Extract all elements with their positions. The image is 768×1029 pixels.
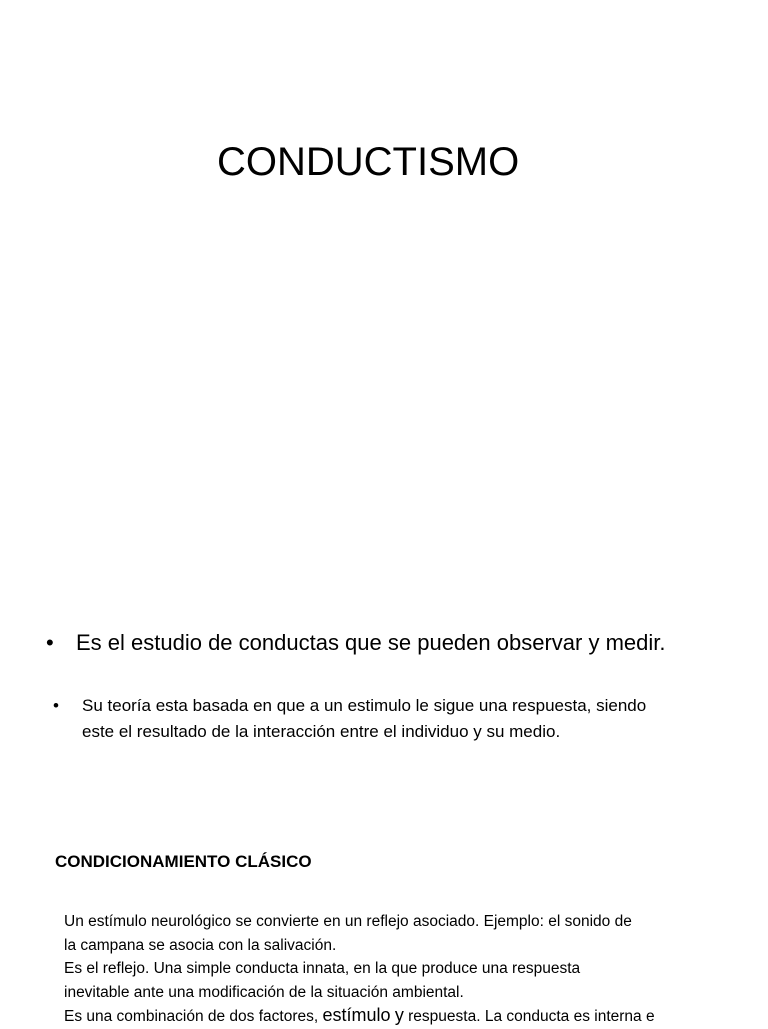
section-heading: CONDICIONAMIENTO CLÁSICO [55, 852, 312, 871]
bullet-item [53, 693, 693, 745]
bullet-icon: • [46, 630, 54, 655]
bullet-item [46, 628, 665, 658]
body-line: Un estímulo neurológico se convierte en un reflejo asociado. Ejemplo: el sonido de [64, 913, 632, 930]
bullet-text: Su teoría esta basada en que a un estimulo le sigue una respuesta, siendo este el resultado de la interacción entre el individuo y su medio. [82, 696, 647, 741]
body-line [64, 1004, 744, 1029]
body-line: la campana se asocia con la salivación. [64, 936, 337, 954]
body-line: Es el reflejo. Una simple conducta innata, en la que produce una respuesta [64, 960, 581, 977]
page-title: CONDUCTISMO [217, 140, 520, 184]
body-line: inevitable ante una modificación de la situación ambiental. [64, 983, 464, 1001]
body-line-start: Es una combinación de dos factores, [64, 1008, 323, 1025]
body-line-end: respuesta. La conducta es interna e [403, 1008, 655, 1025]
body-emphasis: estímulo [322, 1005, 391, 1025]
section-body [64, 910, 744, 1029]
bullet-text: Es el estudio de conductas que se pueden observar y medir. [76, 630, 666, 655]
body-emphasis: y [394, 1005, 404, 1025]
bullet-icon: • [53, 696, 59, 715]
